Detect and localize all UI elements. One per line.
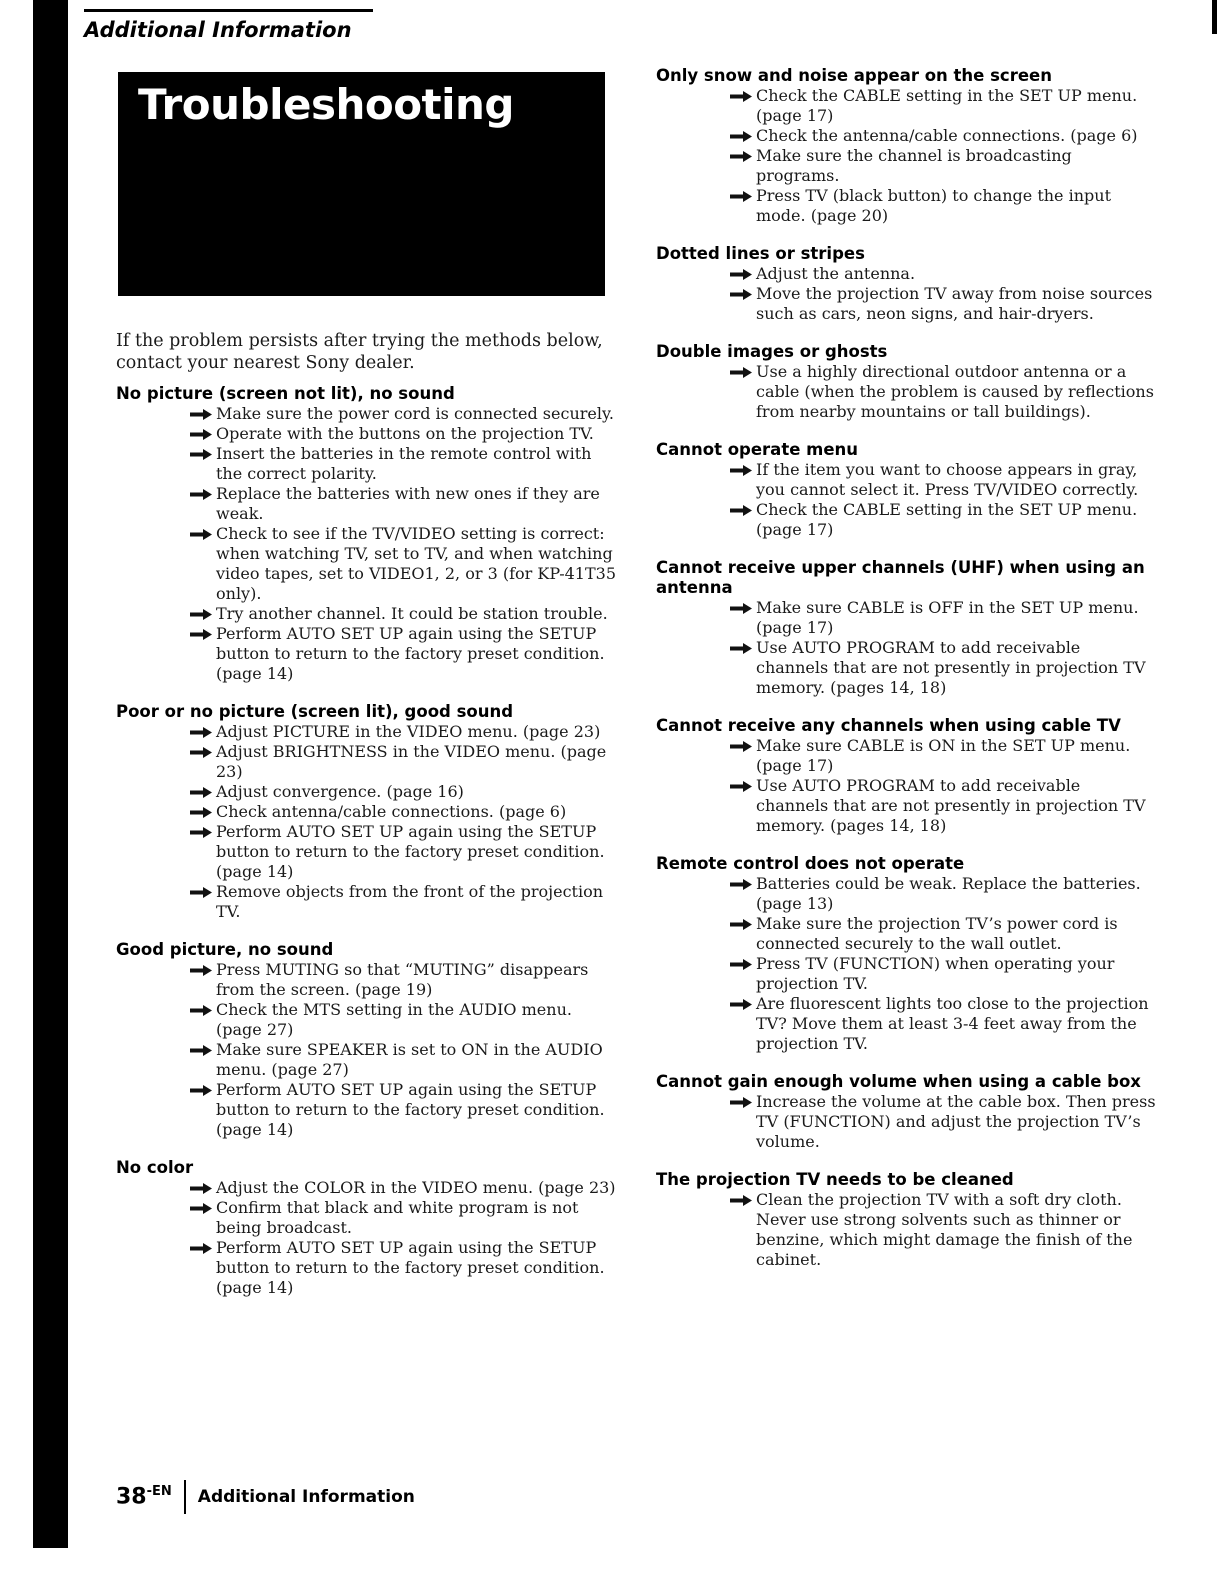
remedy-text: Check to see if the TV/VIDEO setting is correct: when watching TV, set to TV, and when watching video tapes, set to VIDEO1, 2, or 3 (for KP-41T35 only). <box>216 524 616 603</box>
left-topic-list <box>116 384 616 1298</box>
remedy-item <box>656 736 1156 776</box>
remedy-item <box>116 424 616 444</box>
remedy-item <box>116 1198 616 1238</box>
remedy-text: Press MUTING so that “MUTING” disappears from the screen. (page 19) <box>216 960 589 999</box>
remedy-list <box>656 598 1156 698</box>
troubleshooting-topic <box>656 558 1156 698</box>
troubleshooting-topic <box>116 384 616 684</box>
remedy-list <box>116 404 616 684</box>
remedy-item <box>116 484 616 524</box>
remedy-list <box>116 960 616 1140</box>
arrow-right-icon <box>190 747 212 758</box>
remedy-item <box>656 362 1156 422</box>
topic-title: No color <box>116 1158 194 1177</box>
troubleshooting-topic <box>656 342 1156 422</box>
remedy-item <box>656 914 1156 954</box>
remedy-text: Make sure the channel is broadcasting programs. <box>756 146 1072 185</box>
remedy-item <box>116 444 616 484</box>
remedy-item <box>116 1238 616 1298</box>
remedy-text: Make sure CABLE is OFF in the SET UP menu. (page 17) <box>756 598 1139 637</box>
remedy-text: Press TV (black button) to change the input mode. (page 20) <box>756 186 1111 225</box>
remedy-item <box>656 284 1156 324</box>
topic-title: Cannot receive upper channels (UHF) when using an antenna <box>656 558 1145 597</box>
remedy-list <box>656 264 1156 324</box>
right-topic-list <box>656 66 1156 1270</box>
remedy-item <box>656 776 1156 836</box>
remedy-item <box>116 1178 616 1198</box>
arrow-right-icon <box>730 91 752 102</box>
remedy-item <box>116 1040 616 1080</box>
page-number-value: 38 <box>116 1484 147 1510</box>
remedy-item <box>656 186 1156 226</box>
topic-title: Cannot receive any channels when using cable TV <box>656 716 1121 735</box>
remedy-text: Adjust BRIGHTNESS in the VIDEO menu. (page 23) <box>216 742 607 781</box>
arrow-right-icon <box>730 999 752 1010</box>
remedy-text: Try another channel. It could be station trouble. <box>216 604 608 623</box>
remedy-item <box>116 1000 616 1040</box>
remedy-text: Make sure SPEAKER is set to ON in the AUDIO menu. (page 27) <box>216 1040 603 1079</box>
topic-title: Only snow and noise appear on the screen <box>656 66 1052 85</box>
arrow-right-icon <box>190 529 212 540</box>
remedy-text: Check antenna/cable connections. (page 6) <box>216 802 567 821</box>
arrow-right-icon <box>190 1085 212 1096</box>
remedy-text: Adjust the COLOR in the VIDEO menu. (page 23) <box>216 1178 616 1197</box>
troubleshooting-topic <box>116 940 616 1140</box>
remedy-list <box>656 86 1156 226</box>
arrow-right-icon <box>190 429 212 440</box>
remedy-item <box>116 1080 616 1140</box>
arrow-right-icon <box>190 629 212 640</box>
remedy-item <box>656 500 1156 540</box>
right-column <box>656 66 1156 1288</box>
remedy-text: Batteries could be weak. Replace the batteries. (page 13) <box>756 874 1141 913</box>
remedy-text: Make sure the projection TV’s power cord is connected securely to the wall outlet. <box>756 914 1118 953</box>
remedy-text: Use AUTO PROGRAM to add receivable channels that are not presently in projection TV memory. (pages 14, 18) <box>756 638 1146 697</box>
troubleshooting-topic <box>116 702 616 922</box>
remedy-text: Clean the projection TV with a soft dry cloth. Never use strong solvents such as thinner or benzine, which might damage the finish of the cabinet. <box>756 1190 1133 1269</box>
remedy-item <box>116 404 616 424</box>
arrow-right-icon <box>190 489 212 500</box>
remedy-text: Perform AUTO SET UP again using the SETUP button to return to the factory preset condition. (page 14) <box>216 1238 605 1297</box>
remedy-item <box>656 994 1156 1054</box>
remedy-item <box>656 954 1156 994</box>
remedy-item <box>116 624 616 684</box>
arrow-right-icon <box>190 1203 212 1214</box>
arrow-right-icon <box>730 603 752 614</box>
remedy-list <box>116 1178 616 1298</box>
arrow-right-icon <box>730 959 752 970</box>
arrow-right-icon <box>730 465 752 476</box>
section-heading: Additional Information <box>84 18 352 42</box>
arrow-right-icon <box>730 643 752 654</box>
binding-edge-bar <box>33 0 68 1548</box>
troubleshooting-topic <box>656 244 1156 324</box>
remedy-text: Are fluorescent lights too close to the projection TV? Move them at least 3-4 feet away from the projection TV. <box>756 994 1149 1053</box>
remedy-list <box>656 874 1156 1054</box>
remedy-item <box>656 638 1156 698</box>
intro-text: If the problem persists after trying the methods below, contact your nearest Sony dealer. <box>116 331 603 373</box>
remedy-list <box>656 736 1156 836</box>
arrow-right-icon <box>190 787 212 798</box>
remedy-item <box>116 802 616 822</box>
page-number <box>116 1484 172 1509</box>
footer-section-label: Additional Information <box>197 1487 415 1507</box>
title-banner <box>118 72 605 296</box>
left-column <box>116 330 616 1316</box>
arrow-right-icon <box>190 409 212 420</box>
topic-title: Remote control does not operate <box>656 854 965 873</box>
remedy-item <box>116 604 616 624</box>
topic-title: Cannot operate menu <box>656 440 859 459</box>
arrow-right-icon <box>730 1097 752 1108</box>
remedy-text: Insert the batteries in the remote control with the correct polarity. <box>216 444 592 483</box>
remedy-text: Increase the volume at the cable box. Then press TV (FUNCTION) and adjust the projection TV’s volume. <box>756 1092 1156 1151</box>
troubleshooting-topic <box>656 716 1156 836</box>
header-rule <box>84 9 373 12</box>
arrow-right-icon <box>190 827 212 838</box>
remedy-item <box>656 1092 1156 1152</box>
remedy-item <box>656 86 1156 126</box>
remedy-list <box>656 362 1156 422</box>
troubleshooting-topic <box>656 854 1156 1054</box>
remedy-item <box>656 264 1156 284</box>
edge-mark <box>1212 0 1217 34</box>
arrow-right-icon <box>190 1183 212 1194</box>
remedy-text: Use AUTO PROGRAM to add receivable channels that are not presently in projection TV memory. (pages 14, 18) <box>756 776 1146 835</box>
remedy-item <box>656 598 1156 638</box>
remedy-item <box>116 960 616 1000</box>
remedy-text: Confirm that black and white program is not being broadcast. <box>216 1198 579 1237</box>
arrow-right-icon <box>190 449 212 460</box>
remedy-item <box>656 874 1156 914</box>
remedy-list <box>656 1092 1156 1152</box>
remedy-text: Press TV (FUNCTION) when operating your projection TV. <box>756 954 1115 993</box>
remedy-text: Check the CABLE setting in the SET UP menu. (page 17) <box>756 86 1138 125</box>
arrow-right-icon <box>730 879 752 890</box>
topic-title: Poor or no picture (screen lit), good sound <box>116 702 514 721</box>
remedy-text: Move the projection TV away from noise sources such as cars, neon signs, and hair-dryers. <box>756 284 1153 323</box>
remedy-text: Adjust convergence. (page 16) <box>216 782 464 801</box>
remedy-item <box>116 782 616 802</box>
remedy-list <box>656 460 1156 540</box>
footer-divider <box>184 1480 186 1514</box>
remedy-text: Use a highly directional outdoor antenna or a cable (when the problem is caused by reflections from nearby mountains or tall buildings). <box>756 362 1154 421</box>
arrow-right-icon <box>730 1195 752 1206</box>
arrow-right-icon <box>730 131 752 142</box>
remedy-text: Replace the batteries with new ones if they are weak. <box>216 484 600 523</box>
remedy-item <box>656 126 1156 146</box>
arrow-right-icon <box>730 269 752 280</box>
remedy-text: Adjust PICTURE in the VIDEO menu. (page 23) <box>216 722 601 741</box>
remedy-text: Check the CABLE setting in the SET UP menu. (page 17) <box>756 500 1138 539</box>
topic-title: Good picture, no sound <box>116 940 334 959</box>
arrow-right-icon <box>730 505 752 516</box>
topic-title: No picture (screen not lit), no sound <box>116 384 455 403</box>
arrow-right-icon <box>730 781 752 792</box>
page-title: Troubleshooting <box>138 80 514 129</box>
page-number-suffix: -EN <box>146 1484 172 1500</box>
arrow-right-icon <box>730 367 752 378</box>
topic-title: Cannot gain enough volume when using a cable box <box>656 1072 1141 1091</box>
troubleshooting-topic <box>656 1072 1156 1152</box>
remedy-list <box>656 1190 1156 1270</box>
arrow-right-icon <box>730 919 752 930</box>
arrow-right-icon <box>190 727 212 738</box>
remedy-text: Check the antenna/cable connections. (page 6) <box>756 126 1138 145</box>
arrow-right-icon <box>190 887 212 898</box>
remedy-text: Operate with the buttons on the projection TV. <box>216 424 594 443</box>
troubleshooting-topic <box>656 1170 1156 1270</box>
remedy-text: Make sure the power cord is connected securely. <box>216 404 614 423</box>
remedy-item <box>116 742 616 782</box>
arrow-right-icon <box>730 151 752 162</box>
remedy-text: Perform AUTO SET UP again using the SETUP button to return to the factory preset condition. (page 14) <box>216 1080 605 1139</box>
topic-title: Double images or ghosts <box>656 342 888 361</box>
remedy-text: Make sure CABLE is ON in the SET UP menu. (page 17) <box>756 736 1131 775</box>
page-footer <box>116 1480 415 1514</box>
arrow-right-icon <box>730 289 752 300</box>
arrow-right-icon <box>190 1243 212 1254</box>
remedy-item <box>116 822 616 882</box>
arrow-right-icon <box>730 191 752 202</box>
troubleshooting-topic <box>116 1158 616 1298</box>
remedy-item <box>116 882 616 922</box>
arrow-right-icon <box>730 741 752 752</box>
topic-title: Dotted lines or stripes <box>656 244 865 263</box>
arrow-right-icon <box>190 807 212 818</box>
remedy-text: Perform AUTO SET UP again using the SETUP button to return to the factory preset condition. (page 14) <box>216 822 605 881</box>
remedy-list <box>116 722 616 922</box>
arrow-right-icon <box>190 609 212 620</box>
remedy-item <box>656 146 1156 186</box>
remedy-text: If the item you want to choose appears in gray, you cannot select it. Press TV/VIDEO correctly. <box>756 460 1139 499</box>
remedy-text: Adjust the antenna. <box>756 264 916 283</box>
remedy-text: Remove objects from the front of the projection TV. <box>216 882 604 921</box>
arrow-right-icon <box>190 1005 212 1016</box>
troubleshooting-topic <box>656 440 1156 540</box>
topic-title: The projection TV needs to be cleaned <box>656 1170 1014 1189</box>
remedy-item <box>116 524 616 604</box>
remedy-text: Perform AUTO SET UP again using the SETUP button to return to the factory preset condition. (page 14) <box>216 624 605 683</box>
remedy-item <box>116 722 616 742</box>
remedy-item <box>656 460 1156 500</box>
arrow-right-icon <box>190 1045 212 1056</box>
arrow-right-icon <box>190 965 212 976</box>
troubleshooting-topic <box>656 66 1156 226</box>
remedy-item <box>656 1190 1156 1270</box>
remedy-text: Check the MTS setting in the AUDIO menu. (page 27) <box>216 1000 572 1039</box>
